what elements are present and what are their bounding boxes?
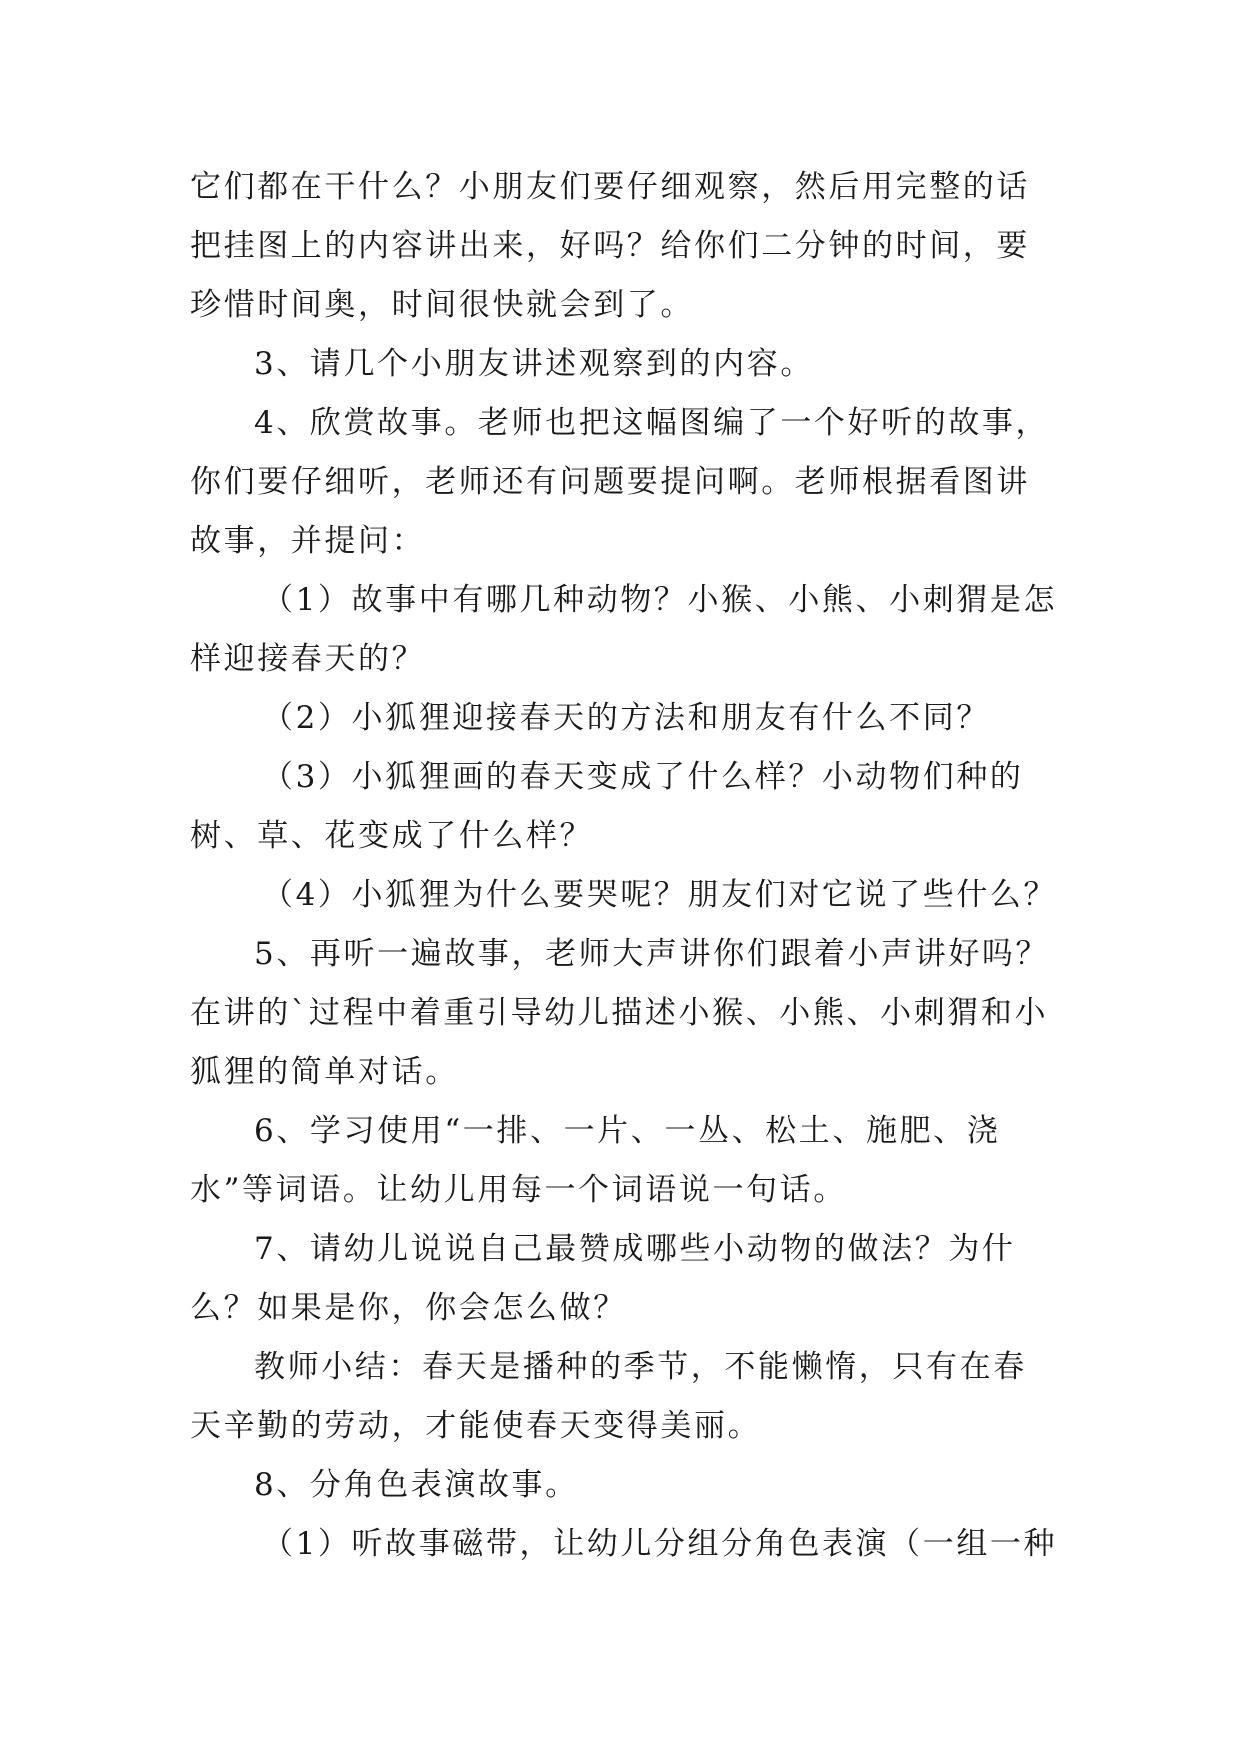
paragraph-step-8: 8、分角色表演故事。 <box>254 1467 579 1503</box>
document-body <box>190 158 1060 1574</box>
paragraph-continuation: 它们都在干什么？小朋友们要仔细观察，然后用完整的话把挂图上的内容讲出来，好吗？给你们二分钟的时间，要珍惜时间奥，时间很快就会到了。 <box>190 169 1030 323</box>
paragraph-question-3: （3）小狐狸画的春天变成了什么样？小动物们种的树、草、花变成了什么样？ <box>190 759 1024 854</box>
paragraph-step-3: 3、请几个小朋友讲述观察到的内容。 <box>254 346 814 382</box>
paragraph-question-2: （2）小狐狸迎接春天的方法和朋友有什么不同？ <box>262 700 990 736</box>
paragraph-step-8-sub-1: （1）听故事磁带，让幼儿分组分角色表演（一组一种 <box>262 1526 1058 1562</box>
paragraph-step-5: 5、再听一遍故事，老师大声讲你们跟着小声讲好吗？在讲的`过程中着重引导幼儿描述小猴、小熊、小刺猬和小狐狸的简单对话。 <box>190 936 1050 1090</box>
paragraph-step-7: 7、请幼儿说说自己最赞成哪些小动物的做法？为什么？如果是你，你会怎么做？ <box>190 1231 1016 1326</box>
paragraph-step-4: 4、欣赏故事。老师也把这幅图编了一个好听的故事，你们要仔细听，老师还有问题要提问啊。老师根据看图讲故事，并提问： <box>190 405 1050 559</box>
paragraph-question-1: （1）故事中有哪几种动物？小猴、小熊、小刺猬是怎样迎接春天的？ <box>190 582 1058 677</box>
paragraph-question-4: （4）小狐狸为什么要哭呢？朋友们对它说了些什么？ <box>262 877 1058 913</box>
paragraph-teacher-summary: 教师小结：春天是播种的季节，不能懒惰，只有在春天辛勤的劳动，才能使春天变得美丽。 <box>190 1349 1027 1444</box>
paragraph-step-6: 6、学习使用“一排、一片、一丛、松土、施肥、浇水”等词语。让幼儿用每一个词语说一句话。 <box>190 1113 1001 1208</box>
